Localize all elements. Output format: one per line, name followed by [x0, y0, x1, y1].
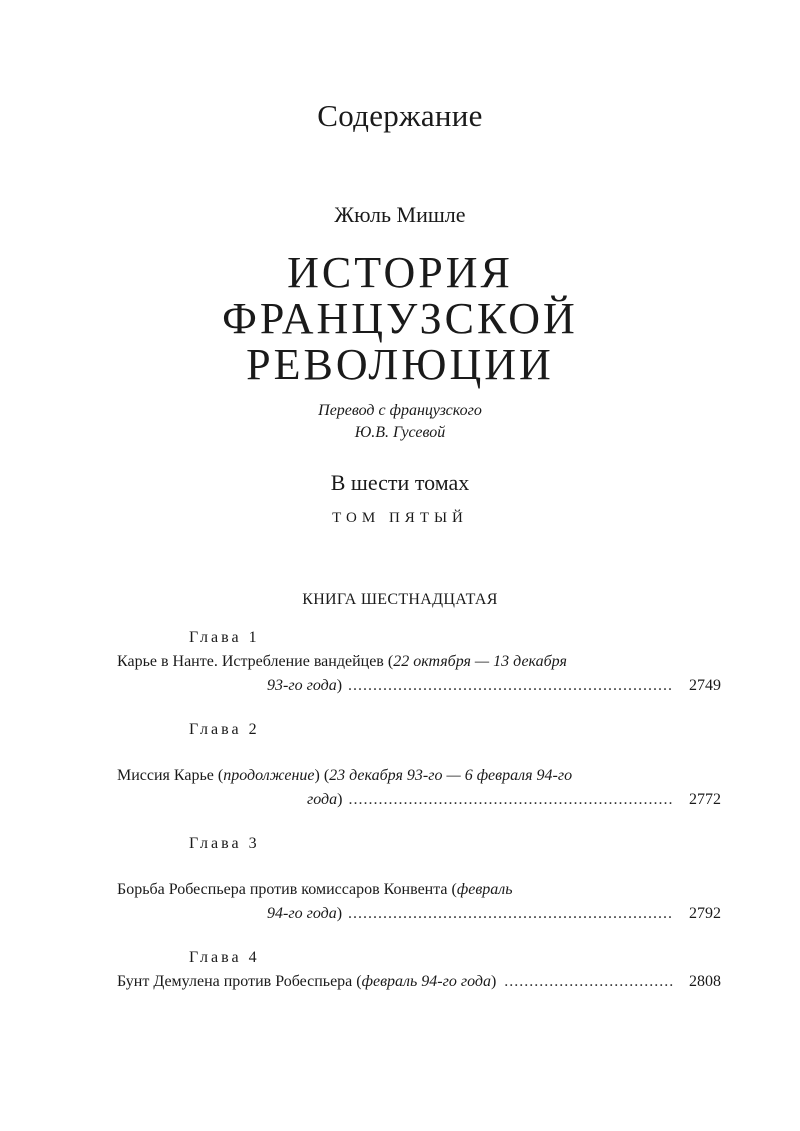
dot-leader [348, 788, 673, 812]
entry-text: Миссия Карье ( [117, 767, 224, 784]
entry-text: Карье в Нанте. Истребление вандейцев ( [117, 653, 394, 670]
dot-leader [348, 674, 673, 698]
chapter-label: Глава 1 [189, 629, 260, 646]
book-title [0, 250, 800, 388]
toc-entry-title[interactable] [117, 764, 721, 788]
book-title-line: ИСТОРИЯ [287, 248, 513, 297]
volume-number: ТОМ ПЯТЫЙ [332, 510, 468, 526]
toc-entry-title[interactable] [117, 650, 721, 674]
toc-entry-title[interactable] [117, 970, 721, 994]
entry-date: февраль 94-го года [361, 973, 491, 990]
book-section-heading: КНИГА ШЕСТНАДЦАТАЯ [302, 591, 498, 608]
translation-credit [0, 400, 800, 444]
entry-date: 23 декабря 93-го — 6 февраля 94-го [329, 767, 573, 784]
chapter-label: Глава 3 [189, 835, 260, 852]
volumes-count: В шести томах [330, 470, 470, 495]
book-title-line: ФРАНЦУЗСКОЙ [222, 294, 578, 343]
entry-date: февраль [456, 881, 513, 898]
author-name: Жюль Мишле [334, 202, 466, 227]
entry-date: 22 октября — 13 декабря [393, 653, 567, 670]
entry-text: ) ( [314, 767, 330, 784]
chapter-label: Глава 4 [189, 949, 260, 966]
toc-entry-continuation[interactable] [117, 674, 721, 698]
translation-line: Перевод с французского [318, 402, 482, 419]
page-title: Содержание [317, 98, 483, 133]
entry-text: Бунт Демулена против Робеспьера ( [117, 973, 362, 990]
entry-text: ) [336, 677, 343, 694]
chapter-label: Глава 2 [189, 721, 260, 738]
page-number: 2808 [689, 973, 721, 990]
entry-date: 94-го года [267, 905, 337, 922]
entry-text: ) [337, 791, 343, 808]
dot-leader [348, 902, 673, 926]
translator-name: Ю.В. Гусевой [354, 424, 446, 441]
entry-date: 93-го года [267, 677, 337, 694]
toc-entry-continuation[interactable] [117, 788, 721, 812]
page-number: 2772 [689, 791, 721, 808]
page-number: 2749 [689, 677, 721, 694]
entry-text: ) [336, 905, 343, 922]
page-number: 2792 [689, 905, 721, 922]
toc-entry-title[interactable] [117, 878, 721, 902]
book-title-line: РЕВОЛЮЦИИ [246, 340, 554, 389]
entry-date: года [307, 791, 338, 808]
entry-text: Борьба Робеспьера против комиссаров Конвента ( [117, 881, 457, 898]
table-of-contents [117, 626, 721, 994]
entry-text: ) [490, 973, 497, 990]
entry-subtitle: продолжение [223, 767, 315, 784]
toc-entry-continuation[interactable] [117, 902, 721, 926]
dot-leader [504, 970, 673, 994]
